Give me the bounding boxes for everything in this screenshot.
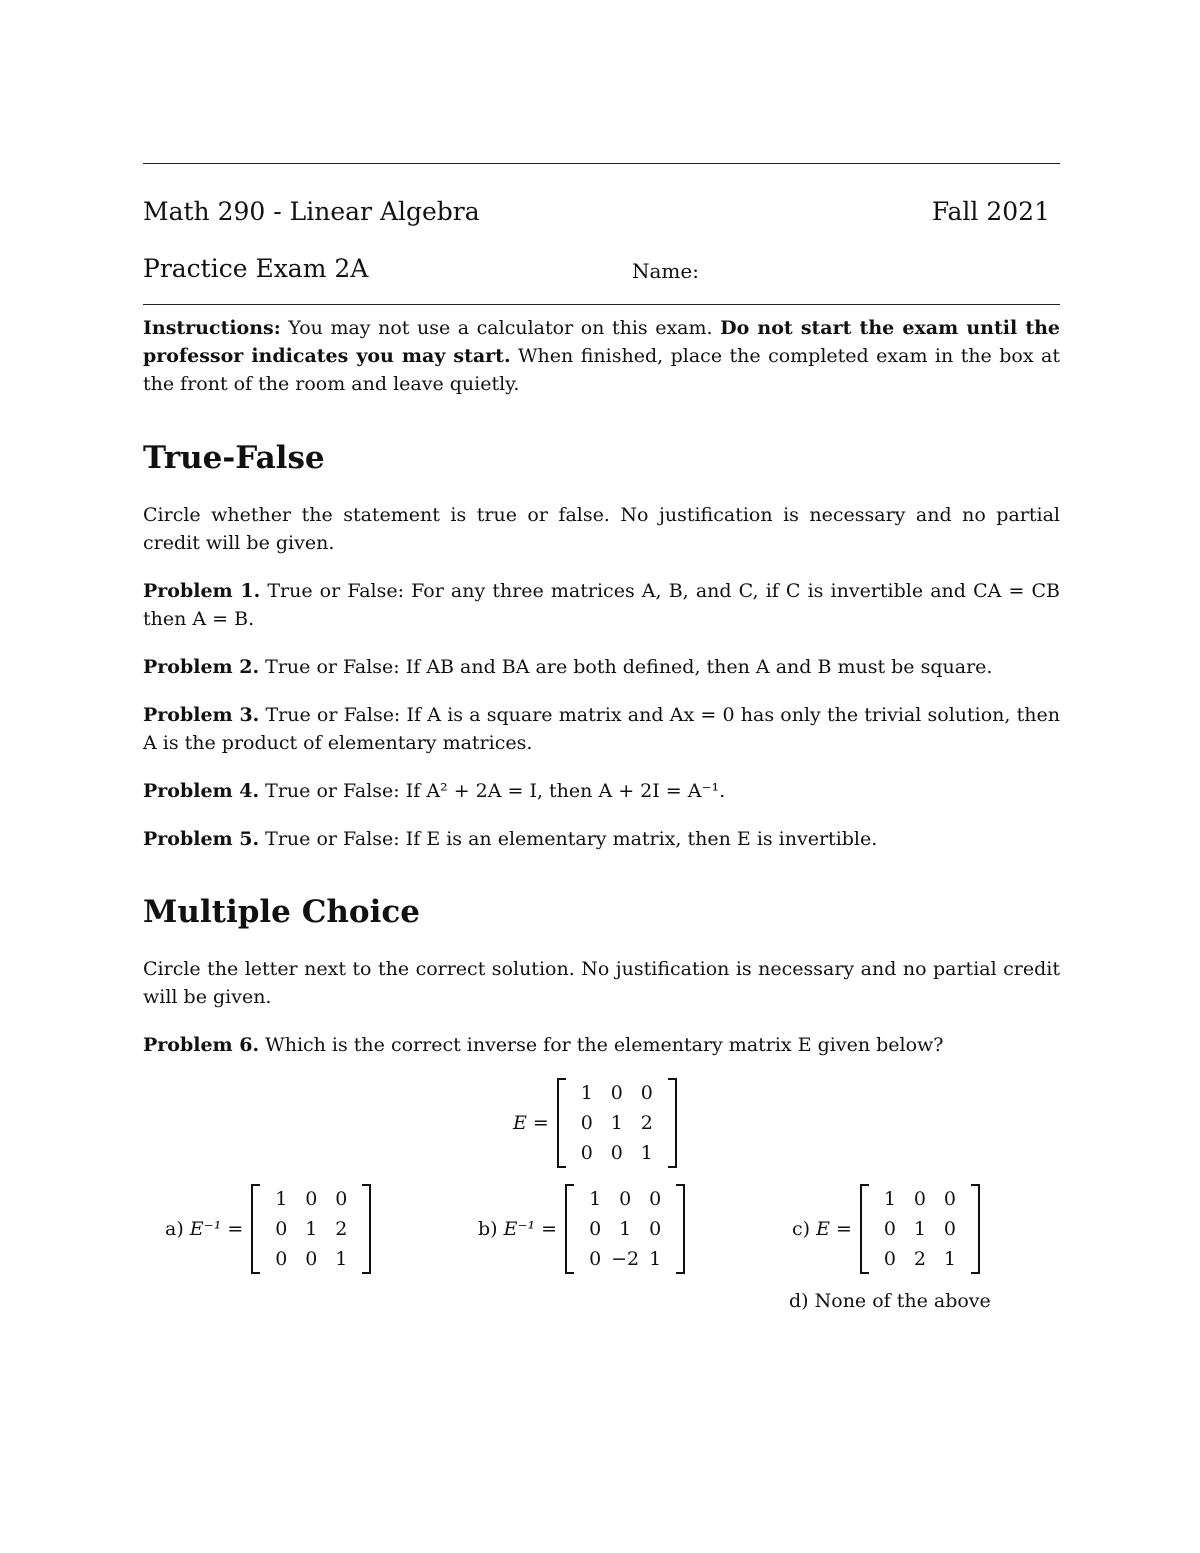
given-matrix-line: [513, 1078, 677, 1168]
left-bracket: [557, 1078, 566, 1168]
matrix-cell: 0: [610, 1082, 623, 1104]
matrix-lhs: E =: [816, 1218, 852, 1240]
matrix-cell: 1: [589, 1188, 602, 1210]
problem-text: True or False: If AB and BA are both defined, then A and B must be square.: [265, 656, 993, 678]
choice-d[interactable]: [789, 1290, 991, 1312]
problem-6: [143, 1031, 1060, 1059]
matrix-cell: 0: [580, 1112, 593, 1134]
problem-label: Problem 1.: [143, 580, 261, 602]
problem-label: Problem 3.: [143, 704, 260, 726]
instructions-text-2: When finished, place the completed exam in the box at the front of the room and leave quietly.: [143, 345, 1060, 395]
matrix-cell: 1: [619, 1218, 632, 1240]
matrix-cell: 0: [913, 1188, 926, 1210]
left-bracket: [251, 1184, 260, 1274]
term: Fall 2021: [931, 197, 1050, 226]
instructions-text-1: You may not use a calculator on this exam.: [280, 317, 721, 339]
matrix-choice-b: [565, 1184, 685, 1274]
problem-label: Problem 6.: [143, 1034, 260, 1056]
matrix-cell: 2: [640, 1112, 653, 1134]
true-false-heading: True-False: [143, 440, 325, 476]
choice-a[interactable]: [165, 1184, 371, 1274]
matrix-cell: 1: [649, 1248, 662, 1270]
matrix-cell: 1: [883, 1188, 896, 1210]
instructions: [143, 314, 1060, 398]
problem-text: True or False: If E is an elementary matrix, then E is invertible.: [265, 828, 878, 850]
true-false-intro: Circle whether the statement is true or false. No justification is necessary and no partial credit will be given.: [143, 504, 1060, 554]
choice-letter: b): [478, 1218, 498, 1240]
instructions-label: Instructions:: [143, 317, 281, 339]
matrix-cell: 1: [610, 1112, 623, 1134]
matrix-cell: 1: [943, 1248, 956, 1270]
matrix-cell: 0: [649, 1188, 662, 1210]
name-label: Name:: [632, 259, 699, 283]
matrix-grid: [260, 1184, 362, 1274]
choice-letter: d): [789, 1290, 809, 1312]
problem-3: [143, 701, 1060, 757]
matrix-grid: [574, 1184, 676, 1274]
matrix-cell: 0: [305, 1188, 318, 1210]
matrix-cell: 0: [883, 1248, 896, 1270]
matrix-cell: 2: [913, 1248, 926, 1270]
problem-label: Problem 5.: [143, 828, 260, 850]
matrix-cell: 0: [580, 1142, 593, 1164]
course-title: Math 290 - Linear Algebra: [143, 197, 480, 226]
problem-1: [143, 577, 1060, 633]
left-bracket: [565, 1184, 574, 1274]
matrix-choice-a: [251, 1184, 371, 1274]
problem-label: Problem 2.: [143, 656, 260, 678]
matrix-cell: 0: [883, 1218, 896, 1240]
choice-c[interactable]: [792, 1184, 980, 1274]
matrix-cell: 0: [275, 1218, 288, 1240]
matrix-given: [557, 1078, 677, 1168]
matrix-cell: 0: [943, 1188, 956, 1210]
matrix-grid: [566, 1078, 668, 1168]
matrix-grid: [869, 1184, 971, 1274]
matrix-cell: 1: [335, 1248, 348, 1270]
right-bracket: [971, 1184, 980, 1274]
matrix-cell: 1: [640, 1142, 653, 1164]
problem-text: Which is the correct inverse for the elementary matrix E given below?: [265, 1034, 944, 1056]
choice-letter: a): [165, 1218, 184, 1240]
matrix-cell: 0: [610, 1142, 623, 1164]
matrix-lhs: E =: [513, 1112, 549, 1134]
top-rule: [143, 163, 1060, 164]
left-bracket: [860, 1184, 869, 1274]
matrix-cell: 0: [335, 1188, 348, 1210]
choice-text: None of the above: [814, 1290, 991, 1312]
matrix-cell: −2: [611, 1248, 640, 1270]
problem-label: Problem 4.: [143, 780, 260, 802]
exam-title: Practice Exam 2A: [143, 254, 369, 283]
problem-text: True or False: For any three matrices A, B, and C, if C is invertible and CA = CB then A = B.: [143, 580, 1060, 630]
header-rule: [143, 304, 1060, 305]
matrix-cell: 0: [640, 1082, 653, 1104]
right-bracket: [362, 1184, 371, 1274]
right-bracket: [668, 1078, 677, 1168]
problem-4: [143, 777, 1060, 805]
matrix-cell: 2: [335, 1218, 348, 1240]
exam-page: [143, 0, 1060, 1553]
matrix-cell: 1: [275, 1188, 288, 1210]
matrix-cell: 0: [589, 1248, 602, 1270]
matrix-choice-c: [860, 1184, 980, 1274]
matrix-cell: 0: [943, 1218, 956, 1240]
matrix-cell: 1: [580, 1082, 593, 1104]
instructions-bold: Do not start the exam until the professor indicates you may start.: [143, 317, 1060, 367]
problem-text: True or False: If A² + 2A = I, then A + 2I = A⁻¹.: [265, 780, 726, 802]
multiple-choice-heading: Multiple Choice: [143, 894, 420, 930]
matrix-cell: 0: [619, 1188, 632, 1210]
matrix-lhs: E⁻¹ =: [189, 1218, 244, 1240]
problem-5: [143, 825, 1060, 853]
matrix-cell: 0: [305, 1248, 318, 1270]
problem-text: True or False: If A is a square matrix and Ax = 0 has only the trivial solution, then A is the product of elementary matrices.: [143, 704, 1060, 754]
matrix-cell: 1: [305, 1218, 318, 1240]
problem-2: [143, 653, 1060, 681]
matrix-cell: 0: [275, 1248, 288, 1270]
choice-letter: c): [792, 1218, 811, 1240]
right-bracket: [676, 1184, 685, 1274]
choice-b[interactable]: [478, 1184, 685, 1274]
matrix-cell: 0: [589, 1218, 602, 1240]
matrix-cell: 1: [913, 1218, 926, 1240]
matrix-lhs: E⁻¹ =: [503, 1218, 558, 1240]
multiple-choice-intro: Circle the letter next to the correct solution. No justification is necessary and no partial credit will be given.: [143, 958, 1060, 1008]
matrix-cell: 0: [649, 1218, 662, 1240]
